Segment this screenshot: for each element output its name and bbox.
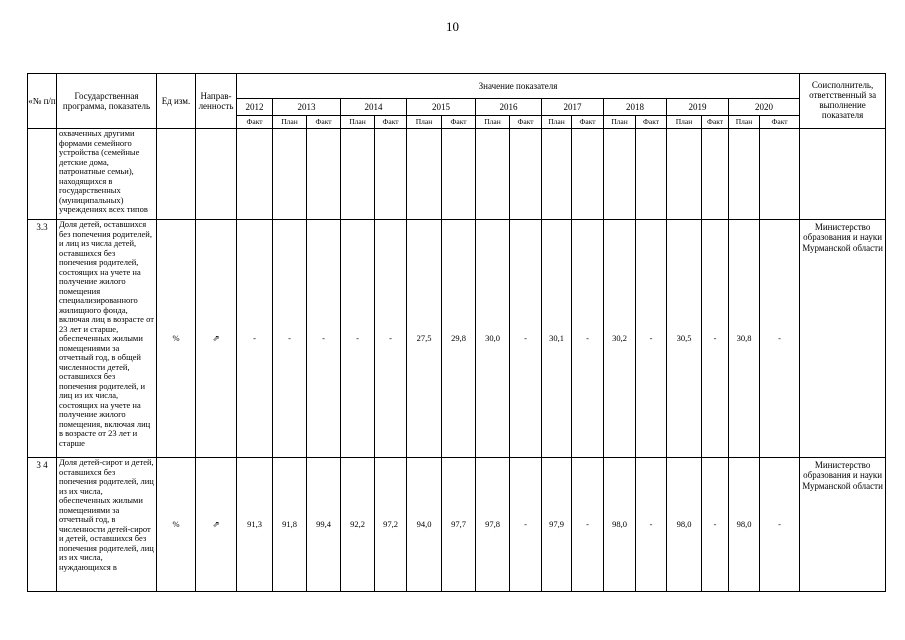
indicators-table — [27, 73, 886, 592]
value-cell: - — [510, 220, 542, 458]
direction-arrow-icon: ⇗ — [196, 220, 237, 458]
value-cell: 97,8 — [476, 458, 510, 592]
header-program: Государственная программа, показатель — [57, 74, 157, 129]
year-header: 2018 — [604, 99, 667, 116]
table-row — [28, 129, 886, 220]
value-cell — [375, 129, 407, 220]
plan-fact-header: План — [667, 116, 702, 129]
value-cell: 30,2 — [604, 220, 636, 458]
value-cell — [542, 129, 572, 220]
value-cell — [702, 129, 729, 220]
value-cell: - — [760, 220, 800, 458]
value-cell: - — [702, 458, 729, 592]
plan-fact-header: Факт — [636, 116, 667, 129]
indicator-text: охваченных другими формами семейного устройства (семейные детские дома, патронатные семьи), находящихся в государственных (муниципальных) учреждениях всех типов — [57, 129, 157, 220]
value-cell: - — [341, 220, 375, 458]
value-cell: - — [307, 220, 341, 458]
value-cell: 29,8 — [442, 220, 476, 458]
header-direction: Направ-ленность — [196, 74, 237, 129]
value-cell: - — [702, 220, 729, 458]
value-cell: 30,0 — [476, 220, 510, 458]
value-cell — [572, 129, 604, 220]
value-cell: 98,0 — [604, 458, 636, 592]
value-cell: - — [375, 220, 407, 458]
plan-fact-header: Факт — [375, 116, 407, 129]
value-cell — [442, 129, 476, 220]
year-header: 2012 — [237, 99, 273, 116]
year-header: 2017 — [542, 99, 604, 116]
responsible-cell — [800, 129, 886, 220]
value-cell: - — [237, 220, 273, 458]
plan-fact-header: План — [604, 116, 636, 129]
direction-arrow-icon: ⇗ — [196, 458, 237, 592]
value-cell — [273, 129, 307, 220]
indicator-text: Доля детей-сирот и детей, оставшихся без попечения родителей, лиц из их числа, обеспеченных жилыми помещениями за отчетный год, в численности детей-сирот и детей, оставшихся без попечения родителей, лиц из их числа, нуждающихся в — [57, 458, 157, 592]
value-cell: 92,2 — [341, 458, 375, 592]
row-number — [28, 129, 57, 220]
responsible-cell: Министерство образования и науки Мурманской области — [800, 458, 886, 592]
plan-fact-header: План — [407, 116, 442, 129]
value-cell — [476, 129, 510, 220]
plan-fact-header: Факт — [510, 116, 542, 129]
plan-fact-header: План — [542, 116, 572, 129]
plan-fact-header: План — [273, 116, 307, 129]
year-header: 2020 — [729, 99, 800, 116]
unit-cell: % — [157, 458, 196, 592]
plan-fact-header: План — [729, 116, 760, 129]
year-header: 2019 — [667, 99, 729, 116]
value-cell: - — [572, 220, 604, 458]
value-cell: - — [636, 458, 667, 592]
value-cell: 99,4 — [307, 458, 341, 592]
direction-cell — [196, 129, 237, 220]
header-responsible: Соисполнитель, ответственный за выполнение показателя — [800, 74, 886, 129]
row-number: 3.3 — [28, 220, 57, 458]
value-cell: 30,5 — [667, 220, 702, 458]
value-cell: - — [273, 220, 307, 458]
unit-cell: % — [157, 220, 196, 458]
year-header: 2016 — [476, 99, 542, 116]
indicator-text: Доля детей, оставшихся без попечения родителей, и лиц из числа детей, оставшихся без попечения родителей, состоящих на учете на получение жилого помещения специализированного жилищного фонда, включая лиц в возрасте от 23 лет и старше, обеспеченных жилыми помещениями за отчетный год, в общей численности детей, оставшихся без попечения родителей, и лиц из их числа, состоящих на учете на получение жилого помещения, включая лиц в возрасте от 23 лет и старше — [57, 220, 157, 458]
year-header: 2013 — [273, 99, 341, 116]
unit-cell — [157, 129, 196, 220]
value-cell — [760, 129, 800, 220]
responsible-cell: Министерство образования и науки Мурманской области — [800, 220, 886, 458]
plan-fact-header: Факт — [760, 116, 800, 129]
value-cell: - — [760, 458, 800, 592]
plan-fact-header: Факт — [307, 116, 341, 129]
year-header: 2014 — [341, 99, 407, 116]
value-cell: 97,9 — [542, 458, 572, 592]
value-cell: 27,5 — [407, 220, 442, 458]
plan-fact-header: Факт — [702, 116, 729, 129]
plan-fact-header: Факт — [237, 116, 273, 129]
value-cell — [510, 129, 542, 220]
value-cell: - — [510, 458, 542, 592]
value-cell: 30,8 — [729, 220, 760, 458]
header-values: Значение показателя — [237, 74, 800, 99]
table-row — [28, 220, 886, 458]
value-cell: 98,0 — [667, 458, 702, 592]
value-cell — [604, 129, 636, 220]
value-cell — [237, 129, 273, 220]
value-cell: 30,1 — [542, 220, 572, 458]
value-cell — [407, 129, 442, 220]
value-cell: 98,0 — [729, 458, 760, 592]
year-header: 2015 — [407, 99, 476, 116]
plan-fact-header: Факт — [572, 116, 604, 129]
page-number: 10 — [446, 19, 459, 34]
value-cell — [667, 129, 702, 220]
value-cell: 91,8 — [273, 458, 307, 592]
value-cell — [341, 129, 375, 220]
value-cell — [307, 129, 341, 220]
row-number: 3 4 — [28, 458, 57, 592]
value-cell — [636, 129, 667, 220]
header-unit: Ед изм. — [157, 74, 196, 129]
value-cell: - — [636, 220, 667, 458]
plan-fact-header: План — [476, 116, 510, 129]
table-row — [28, 458, 886, 592]
plan-fact-header: Факт — [442, 116, 476, 129]
value-cell: 97,7 — [442, 458, 476, 592]
value-cell: 94,0 — [407, 458, 442, 592]
value-cell — [729, 129, 760, 220]
value-cell: 91,3 — [237, 458, 273, 592]
value-cell: - — [572, 458, 604, 592]
value-cell: 97,2 — [375, 458, 407, 592]
plan-fact-header: План — [341, 116, 375, 129]
header-num: «№ п/п — [28, 74, 57, 129]
